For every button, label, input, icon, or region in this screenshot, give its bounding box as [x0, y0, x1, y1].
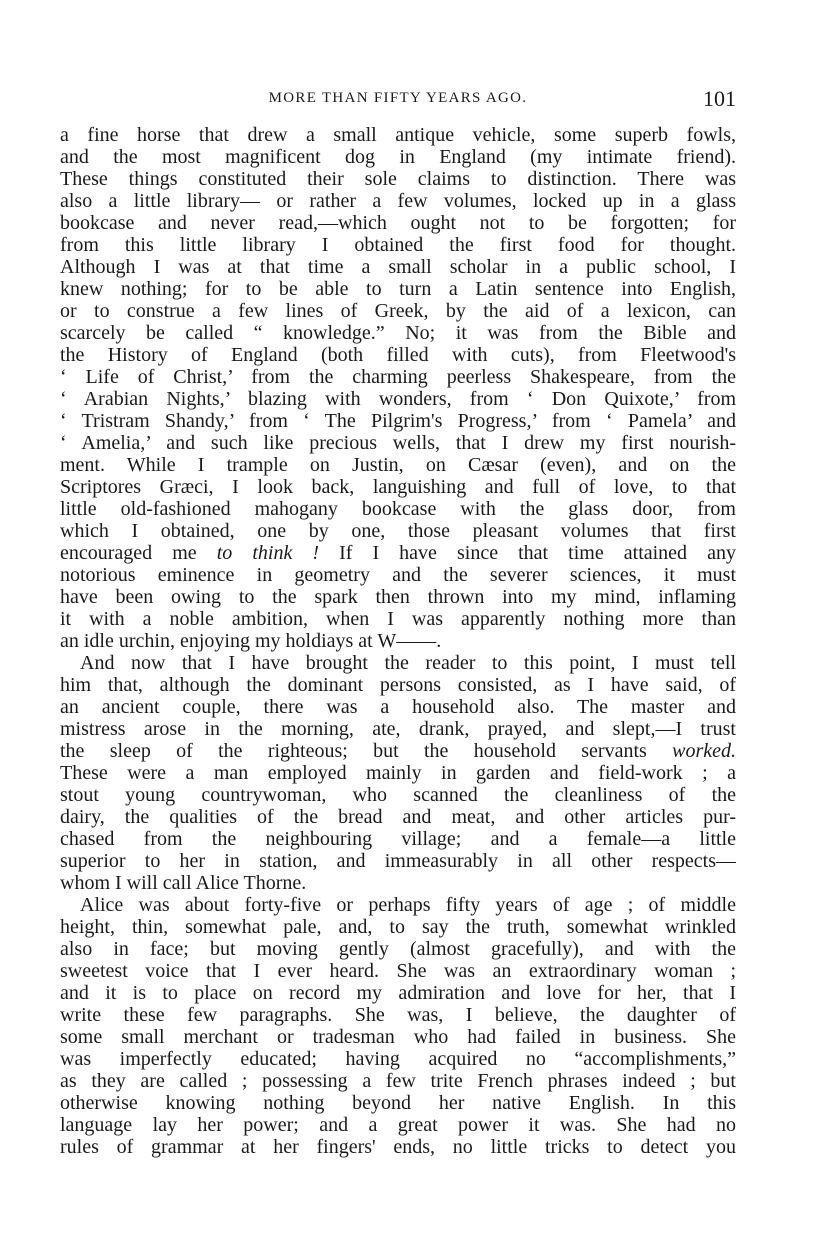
text-line: notorious eminence in geometry and the severer sciences, it must: [60, 564, 736, 586]
text-line: height, thin, somewhat pale, and, to say the truth, somewhat wrinkled: [60, 916, 736, 938]
text-line: and it is to place on record my admiration and love for her, that I: [60, 982, 736, 1004]
text-line: the History of England (both filled with cuts), from Fleetwood's: [60, 344, 736, 366]
text-line: ‘ Tristram Shandy,’ from ‘ The Pilgrim's Progress,’ from ‘ Pamela’ and: [60, 410, 736, 432]
text-line: These were a man employed mainly in garden and field-work ; a: [60, 762, 736, 784]
text-line: and the most magnificent dog in England (my intimate friend).: [60, 146, 736, 168]
body-text: [60, 124, 736, 1158]
text-line: little old-fashioned mahogany bookcase with the glass door, from: [60, 498, 736, 520]
italic-worked: worked.: [672, 740, 736, 762]
text-line: him that, although the dominant persons consisted, as I have said, of: [60, 674, 736, 696]
text-line: knew nothing; for to be able to turn a Latin sentence into English,: [60, 278, 736, 300]
text-line: an ancient couple, there was a household also. The master and: [60, 696, 736, 718]
text-line: was imperfectly educated; having acquired no “accomplishments,”: [60, 1048, 736, 1070]
text-line: language lay her power; and a great power it was. She had no: [60, 1114, 736, 1136]
text-line: superior to her in station, and immeasurably in all other respects—: [60, 850, 736, 872]
text-line: Although I was at that time a small scholar in a public school, I: [60, 256, 736, 278]
text-line: also a little library— or rather a few volumes, locked up in a glass: [60, 190, 736, 212]
text-line: or to construe a few lines of Greek, by the aid of a lexicon, can: [60, 300, 736, 322]
think-after: If I have since that time attained any: [319, 542, 736, 564]
text-line: stout young countrywoman, who scanned the cleanliness of the: [60, 784, 736, 806]
page-number: 101: [703, 86, 736, 111]
text-line: which I obtained, one by one, those pleasant volumes that first: [60, 520, 736, 542]
running-head: MORE THAN FIFTY YEARS AGO.: [268, 90, 528, 106]
text-line: Scriptores Græci, I look back, languishing and full of love, to that: [60, 476, 736, 498]
italic-to-think: to think !: [216, 542, 320, 564]
text-line: bookcase and never read,—which ought not to be forgotten; for: [60, 212, 736, 234]
text-line: ‘ Amelia,’ and such like precious wells, that I drew my first nourish-: [60, 432, 736, 454]
think-before: encouraged me: [60, 542, 217, 564]
text-line: write these few paragraphs. She was, I believe, the daughter of: [60, 1004, 736, 1026]
text-line: chased from the neighbouring village; and a female—a little: [60, 828, 736, 850]
text-line: a fine horse that drew a small antique vehicle, some superb fowls,: [60, 124, 736, 146]
worked-before: the sleep of the righteous; but the household servants: [60, 740, 673, 762]
text-line: scarcely be called “ knowledge.” No; it was from the Bible and: [60, 322, 736, 344]
text-line: sweetest voice that I ever heard. She was an extraordinary woman ;: [60, 960, 736, 982]
text-line: ‘ Life of Christ,’ from the charming peerless Shakespeare, from the: [60, 366, 736, 388]
text-line: ment. While I trample on Justin, on Cæsar (even), and on the: [60, 454, 736, 476]
page-header: [60, 86, 736, 112]
text-line: otherwise knowing nothing beyond her native English. In this: [60, 1092, 736, 1114]
paragraph-end-line: an idle urchin, enjoying my holdiays at W——.: [60, 630, 442, 652]
paragraph-end-line: whom I will call Alice Thorne.: [60, 872, 307, 894]
text-line: from this little library I obtained the first food for thought.: [60, 234, 736, 256]
text-line: have been owing to the spark then thrown into my mind, inflaming: [60, 586, 736, 608]
text-line: mistress arose in the morning, ate, drank, prayed, and slept,—I trust: [60, 718, 736, 740]
text-line: as they are called ; possessing a few trite French phrases indeed ; but: [60, 1070, 736, 1092]
text-line: These things constituted their sole claims to distinction. There was: [60, 168, 736, 190]
text-line: it with a noble ambition, when I was apparently nothing more than: [60, 608, 736, 630]
paragraph-start-line: Alice was about forty-five or perhaps fifty years of age ; of middle: [80, 894, 736, 916]
text-line: some small merchant or tradesman who had failed in business. She: [60, 1026, 736, 1048]
text-line: dairy, the qualities of the bread and meat, and other articles pur-: [60, 806, 736, 828]
text-line-worked: [60, 740, 736, 762]
text-line: also in face; but moving gently (almost gracefully), and with the: [60, 938, 736, 960]
paragraph-start-line: And now that I have brought the reader to this point, I must tell: [80, 652, 736, 674]
text-line: ‘ Arabian Nights,’ blazing with wonders, from ‘ Don Quixote,’ from: [60, 388, 736, 410]
text-line-think: [60, 542, 736, 564]
text-line: rules of grammar at her fingers' ends, no little tricks to detect you: [60, 1136, 736, 1158]
